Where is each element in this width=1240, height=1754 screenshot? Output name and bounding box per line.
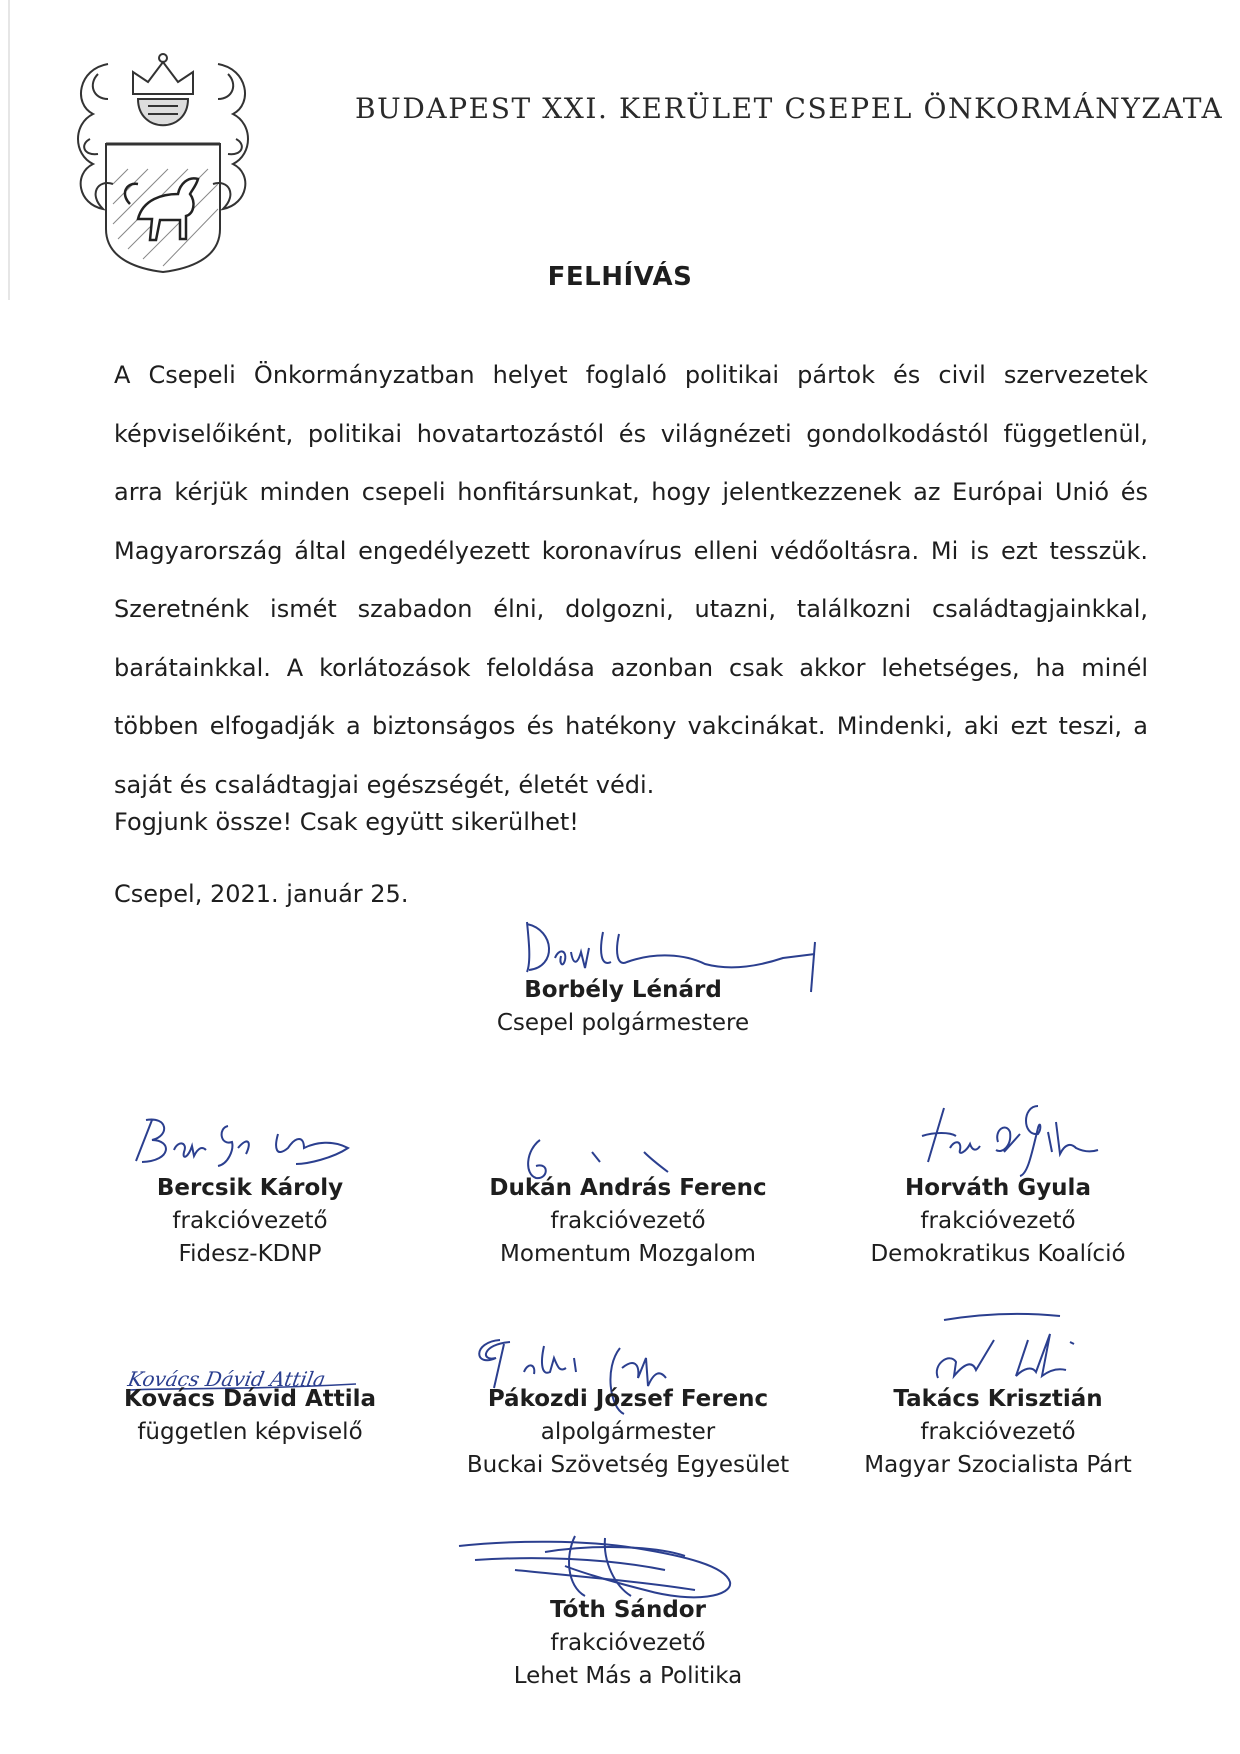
- signatory-org: Demokratikus Koalíció: [870, 1241, 1126, 1267]
- signature-bercsik: [128, 1106, 368, 1176]
- signatory-name: Kovács Dávid Attila: [123, 1386, 377, 1412]
- signatory-name: Dukán András Ferenc: [489, 1175, 767, 1201]
- signature-horvath: [910, 1092, 1110, 1182]
- signature-takacs: [920, 1310, 1100, 1390]
- signatory-role: frakcióvezető: [920, 1208, 1076, 1234]
- signatory-horvath: [808, 1172, 1188, 1271]
- signatory-role: frakcióvezető: [172, 1208, 328, 1234]
- document-title: FELHÍVÁS: [547, 262, 693, 292]
- signatory-kovacs: [60, 1383, 440, 1449]
- signatory-org: Buckai Szövetség Egyesület: [466, 1452, 790, 1478]
- signatory-role: alpolgármester: [540, 1419, 716, 1445]
- signatory-bercsik: [60, 1172, 440, 1271]
- signatory-org: Momentum Mozgalom: [500, 1241, 756, 1267]
- signatory-name: Borbély Lénárd: [524, 977, 722, 1003]
- signatory-role: független képviselő: [137, 1419, 363, 1445]
- signatory-takacs: [808, 1383, 1188, 1482]
- signatory-org: Lehet Más a Politika: [513, 1663, 743, 1689]
- signatory-name: Tóth Sándor: [550, 1597, 706, 1623]
- signatory-mayor: [433, 974, 813, 1040]
- signatory-org: Magyar Szocialista Párt: [864, 1452, 1132, 1478]
- signatory-toth: [438, 1594, 818, 1693]
- signatory-org: Fidesz-KDNP: [178, 1241, 322, 1267]
- signatory-role: frakcióvezető: [550, 1208, 706, 1234]
- closing-line: Fogjunk össze! Csak együtt sikerülhet!: [114, 808, 579, 836]
- signatory-name: Bercsik Károly: [156, 1175, 344, 1201]
- signatory-dukan: [438, 1172, 818, 1271]
- organization-name: BUDAPEST XXI. KERÜLET CSEPEL ÖNKORMÁNYZATA: [355, 92, 1224, 125]
- body-paragraph: A Csepeli Önkormányzatban helyet foglaló politikai pártok és civil szervezetek képviselőiként, politikai hovatartozástól és világnézeti gondolkodástól függetlenül, arra kérjük minden csepeli honfitársunkat, hogy jelentkezzenek az Európai Unió és Magyarország által engedélyezett koronavírus elleni védőoltásra. Mi is ezt tesszük. Szeretnénk ismét szabadon élni, dolgozni, utazni, találkozni családtagjainkkal, barátainkkal. A korlátozások feloldása azonban csak akkor lehetséges, ha minél többen elfogadják a biztonságos és hatékony vakcinákat. Mindenki, aki ezt teszi, a saját és családtagjai egészségét, életét védi.: [114, 361, 1148, 799]
- place-date: Csepel, 2021. január 25.: [114, 880, 409, 908]
- signatory-name: Horváth Gyula: [905, 1175, 1091, 1201]
- signatory-name: Takács Krisztián: [893, 1386, 1103, 1412]
- svg-text:Kovács Dávid Attila: Kovács Dávid Attila: [126, 1367, 328, 1391]
- signatory-name: Pákozdi József Ferenc: [487, 1386, 769, 1412]
- signatory-pakozdi: [438, 1383, 818, 1482]
- signatory-role: frakcióvezető: [550, 1630, 706, 1656]
- signatory-role: frakcióvezető: [920, 1419, 1076, 1445]
- signatory-role: Csepel polgármestere: [496, 1010, 750, 1036]
- scan-edge: [8, 0, 10, 300]
- coat-of-arms-icon: [68, 44, 258, 274]
